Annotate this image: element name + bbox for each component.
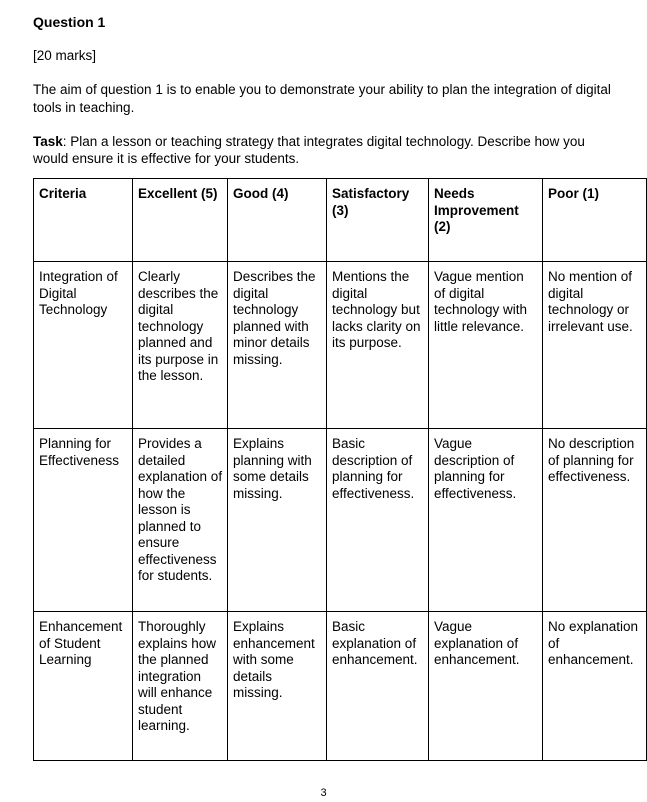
header-poor: Poor (1) <box>543 179 647 262</box>
good-cell: Describes the digital technology planned with minor details missing. <box>228 262 327 429</box>
question-task <box>33 133 623 167</box>
question-marks: [20 marks] <box>33 48 97 63</box>
criteria-cell: Enhancement of Student Learning <box>34 612 133 761</box>
excellent-cell: Provides a detailed explanation of how the lesson is planned to ensure effectiveness for students. <box>133 429 228 612</box>
poor-cell: No explanation of enhancement. <box>543 612 647 761</box>
rubric-table <box>33 178 647 761</box>
excellent-cell: Clearly describes the digital technology planned and its purpose in the lesson. <box>133 262 228 429</box>
good-cell: Explains planning with some details missing. <box>228 429 327 612</box>
excellent-cell: Thoroughly explains how the planned integration will enhance student learning. <box>133 612 228 761</box>
criteria-cell: Integration of Digital Technology <box>34 262 133 429</box>
satisfactory-cell: Basic description of planning for effectiveness. <box>327 429 429 612</box>
poor-cell: No description of planning for effectiveness. <box>543 429 647 612</box>
table-row <box>34 612 647 761</box>
satisfactory-cell: Mentions the digital technology but lacks clarity on its purpose. <box>327 262 429 429</box>
header-good: Good (4) <box>228 179 327 262</box>
needs-improvement-cell: Vague description of planning for effectiveness. <box>429 429 543 612</box>
header-needs-improvement: Needs Improvement (2) <box>429 179 543 262</box>
criteria-cell: Planning for Effectiveness <box>34 429 133 612</box>
header-excellent: Excellent (5) <box>133 179 228 262</box>
header-criteria: Criteria <box>34 179 133 262</box>
page-number: 3 <box>320 787 327 799</box>
task-text: : Plan a lesson or teaching strategy that integrates digital technology. Describe how you would ensure it is effective for your students. <box>33 134 585 166</box>
question-aim: The aim of question 1 is to enable you to demonstrate your ability to plan the integration of digital tools in teaching. <box>33 82 611 115</box>
task-label: Task <box>33 134 63 149</box>
table-row <box>34 262 647 429</box>
question-title: Question 1 <box>33 14 106 30</box>
rubric-header-row <box>34 179 647 262</box>
satisfactory-cell: Basic explanation of enhancement. <box>327 612 429 761</box>
needs-improvement-cell: Vague explanation of enhancement. <box>429 612 543 761</box>
header-satisfactory: Satisfactory (3) <box>327 179 429 262</box>
good-cell: Explains enhancement with some details missing. <box>228 612 327 761</box>
poor-cell: No mention of digital technology or irrelevant use. <box>543 262 647 429</box>
table-row <box>34 429 647 612</box>
needs-improvement-cell: Vague mention of digital technology with little relevance. <box>429 262 543 429</box>
